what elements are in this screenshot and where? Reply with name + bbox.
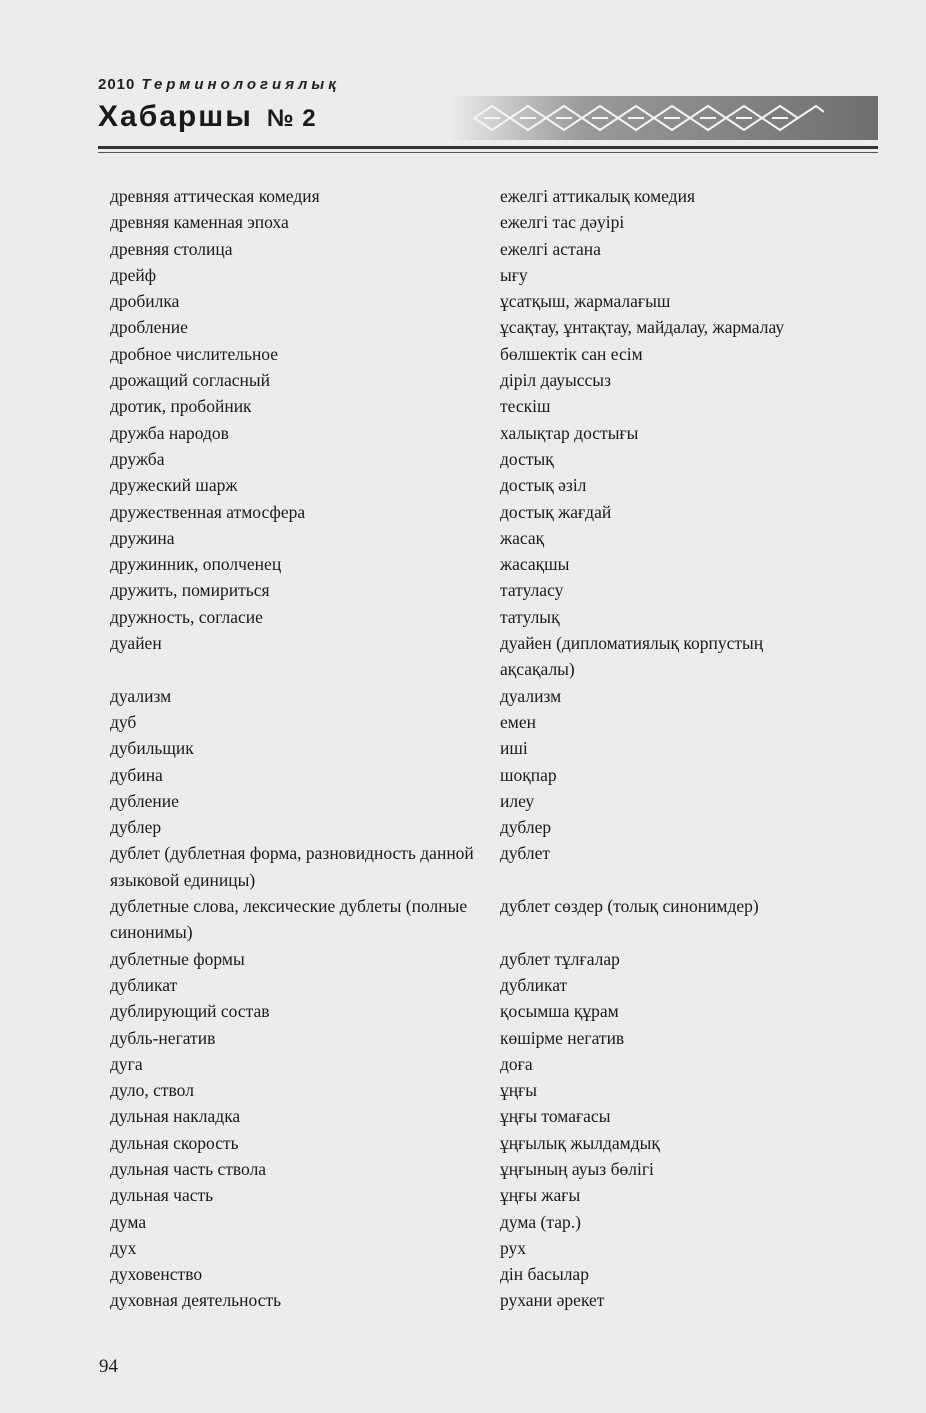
entry-russian-term: дубль-негатив — [110, 1027, 216, 1048]
entry-russian-term: дружить, помириться — [110, 580, 270, 601]
entry-row — [110, 762, 830, 788]
entry-russian-term: дуло, ствол — [110, 1080, 194, 1101]
entry-russian-term: дуализм — [110, 685, 172, 706]
entry-row — [110, 893, 830, 946]
header-journal-word: Терминологиялық — [141, 76, 340, 93]
entry-row — [110, 1156, 830, 1182]
entry-row — [110, 499, 830, 525]
entry-kazakh-term: дума (тар.) — [500, 1211, 581, 1232]
entry-kazakh-term: достық әзіл — [500, 475, 587, 496]
entry-russian-term: дружинник, ополченец — [110, 554, 282, 575]
entry-kazakh-term: ұңғы томағасы — [500, 1106, 611, 1127]
entry-russian-term: дублирующий состав — [110, 1001, 270, 1022]
entry-kazakh-term: ығу — [500, 264, 528, 285]
entry-row — [110, 1051, 830, 1077]
entry-kazakh-term: қосымша құрам — [500, 1001, 619, 1022]
entry-russian-term: дублет (дублетная форма, разновидность данной языковой единицы) — [110, 843, 474, 890]
running-header — [98, 76, 878, 166]
entry-kazakh-term: иші — [500, 738, 528, 759]
entry-russian-term: дульная часть ствола — [110, 1158, 267, 1179]
entry-russian-term: дробление — [110, 317, 188, 338]
entry-russian-term: духовная деятельность — [110, 1290, 282, 1311]
entry-russian-term: дублетные формы — [110, 948, 245, 969]
entry-russian-term: духовенство — [110, 1264, 203, 1285]
entry-row — [110, 525, 830, 551]
entry-kazakh-term: достық жағдай — [500, 501, 612, 522]
entry-kazakh-term: татулық — [500, 606, 560, 627]
journal-title — [98, 100, 317, 134]
entry-russian-term: дума — [110, 1211, 147, 1232]
entry-russian-term: дубление — [110, 790, 179, 811]
entry-russian-term: дружность, согласие — [110, 606, 263, 627]
entry-kazakh-term: көшірме негатив — [500, 1027, 625, 1048]
entry-russian-term: дух — [110, 1237, 137, 1258]
entry-kazakh-term: дубликат — [500, 974, 568, 995]
entry-russian-term: дружественная атмосфера — [110, 501, 306, 522]
entry-row — [110, 683, 830, 709]
entry-russian-term: дублетные слова, лексические дублеты (полные синонимы) — [110, 896, 468, 943]
entry-russian-term: дружба народов — [110, 422, 229, 443]
header-rule-thick — [98, 146, 878, 149]
entry-kazakh-term: ұңғы жағы — [500, 1185, 581, 1206]
entry-kazakh-term: дублет тұлғалар — [500, 948, 620, 969]
entry-russian-term: дульная накладка — [110, 1106, 241, 1127]
entry-russian-term: дубликат — [110, 974, 178, 995]
entry-row — [110, 1235, 830, 1261]
entry-row — [110, 551, 830, 577]
entry-kazakh-term: дублет сөздер (толық синонимдер) — [500, 896, 759, 917]
entry-russian-term: древняя столица — [110, 238, 233, 259]
entry-row — [110, 288, 830, 314]
entry-kazakh-term: ұңғы — [500, 1080, 538, 1101]
entry-row — [110, 788, 830, 814]
entry-row — [110, 262, 830, 288]
entry-row — [110, 367, 830, 393]
entry-row — [110, 314, 830, 340]
entry-russian-term: дуб — [110, 711, 137, 732]
entry-kazakh-term: дублер — [500, 817, 552, 838]
entry-kazakh-term: ежелгі тас дәуірі — [500, 212, 625, 233]
entry-row — [110, 446, 830, 472]
entry-row — [110, 236, 830, 262]
issue-number: № 2 — [266, 105, 317, 132]
entry-row — [110, 735, 830, 761]
entry-row — [110, 840, 830, 893]
entry-row — [110, 1077, 830, 1103]
glossary-entries — [110, 183, 830, 1314]
entry-row — [110, 630, 830, 683]
entry-row — [110, 1025, 830, 1051]
entry-row — [110, 604, 830, 630]
entry-russian-term: древняя аттическая комедия — [110, 186, 320, 206]
entry-russian-term: дротик, пробойник — [110, 396, 252, 417]
entry-row — [110, 998, 830, 1024]
entry-russian-term: дублер — [110, 817, 162, 838]
entry-kazakh-term: ежелгі аттикалық комедия — [500, 186, 696, 206]
entry-kazakh-term: дуайен (дипломатиялық корпустың ақсақалы) — [500, 633, 764, 680]
entry-row — [110, 1261, 830, 1287]
entry-russian-term: дуга — [110, 1053, 143, 1074]
entry-row — [110, 183, 830, 209]
entry-russian-term: дружба — [110, 448, 165, 469]
entry-row — [110, 420, 830, 446]
entry-russian-term: дубильщик — [110, 738, 194, 759]
entry-russian-term: дружеский шарж — [110, 475, 238, 496]
entry-row — [110, 209, 830, 235]
entry-row — [110, 393, 830, 419]
entry-russian-term: дрейф — [110, 264, 157, 285]
entry-row — [110, 946, 830, 972]
header-year: 2010 — [98, 76, 136, 93]
entry-kazakh-term: дін басылар — [500, 1264, 589, 1285]
entry-row — [110, 1182, 830, 1208]
entry-kazakh-term: дублет — [500, 843, 551, 864]
entry-row — [110, 1209, 830, 1235]
entry-kazakh-term: ұсатқыш, жармалағыш — [500, 291, 671, 312]
entry-kazakh-term: достық — [500, 448, 554, 469]
header-rule-thin — [98, 152, 878, 153]
entry-russian-term: дробилка — [110, 291, 180, 312]
entry-row — [110, 472, 830, 498]
page-number: 94 — [99, 1356, 118, 1377]
entry-russian-term: дрожащий согласный — [110, 370, 270, 391]
entry-row — [110, 1287, 830, 1313]
entry-kazakh-term: тескіш — [500, 396, 551, 417]
header-top-line — [98, 76, 340, 93]
entry-kazakh-term: илеу — [500, 790, 535, 811]
ornament-pattern — [474, 102, 824, 134]
entry-russian-term: дуайен — [110, 633, 162, 654]
entry-kazakh-term: емен — [500, 711, 536, 732]
entry-row — [110, 1103, 830, 1129]
entry-kazakh-term: ұңғылық жылдамдық — [500, 1132, 660, 1153]
entry-row — [110, 577, 830, 603]
entry-kazakh-term: діріл дауыссыз — [500, 370, 611, 391]
journal-title-text: Хабаршы — [98, 100, 253, 133]
entry-russian-term: дульная скорость — [110, 1132, 239, 1153]
entry-kazakh-term: татуласу — [500, 580, 564, 601]
entry-row — [110, 814, 830, 840]
entry-russian-term: дробное числительное — [110, 343, 279, 364]
entry-kazakh-term: дуализм — [500, 685, 562, 706]
entry-row — [110, 1130, 830, 1156]
entry-row — [110, 341, 830, 367]
entry-kazakh-term: шоқпар — [500, 764, 557, 785]
entry-kazakh-term: халықтар достығы — [500, 422, 639, 443]
entry-kazakh-term: ежелгі астана — [500, 238, 601, 259]
entry-row — [110, 709, 830, 735]
entry-russian-term: дульная часть — [110, 1185, 214, 1206]
entry-russian-term: дубина — [110, 764, 163, 785]
entry-kazakh-term: жасақшы — [500, 554, 570, 575]
entry-kazakh-term: доға — [500, 1053, 533, 1074]
entry-kazakh-term: бөлшектік сан есім — [500, 343, 643, 364]
entry-russian-term: дружина — [110, 527, 175, 548]
entry-kazakh-term: ұсақтау, ұнтақтау, майдалау, жармалау — [500, 317, 785, 338]
entry-kazakh-term: ұңғының ауыз бөлігі — [500, 1158, 654, 1179]
entry-row — [110, 972, 830, 998]
entry-kazakh-term: рух — [500, 1237, 527, 1258]
entry-russian-term: древняя каменная эпоха — [110, 212, 289, 233]
entry-kazakh-term: жасақ — [500, 527, 545, 548]
entry-kazakh-term: рухани әрекет — [500, 1290, 605, 1311]
